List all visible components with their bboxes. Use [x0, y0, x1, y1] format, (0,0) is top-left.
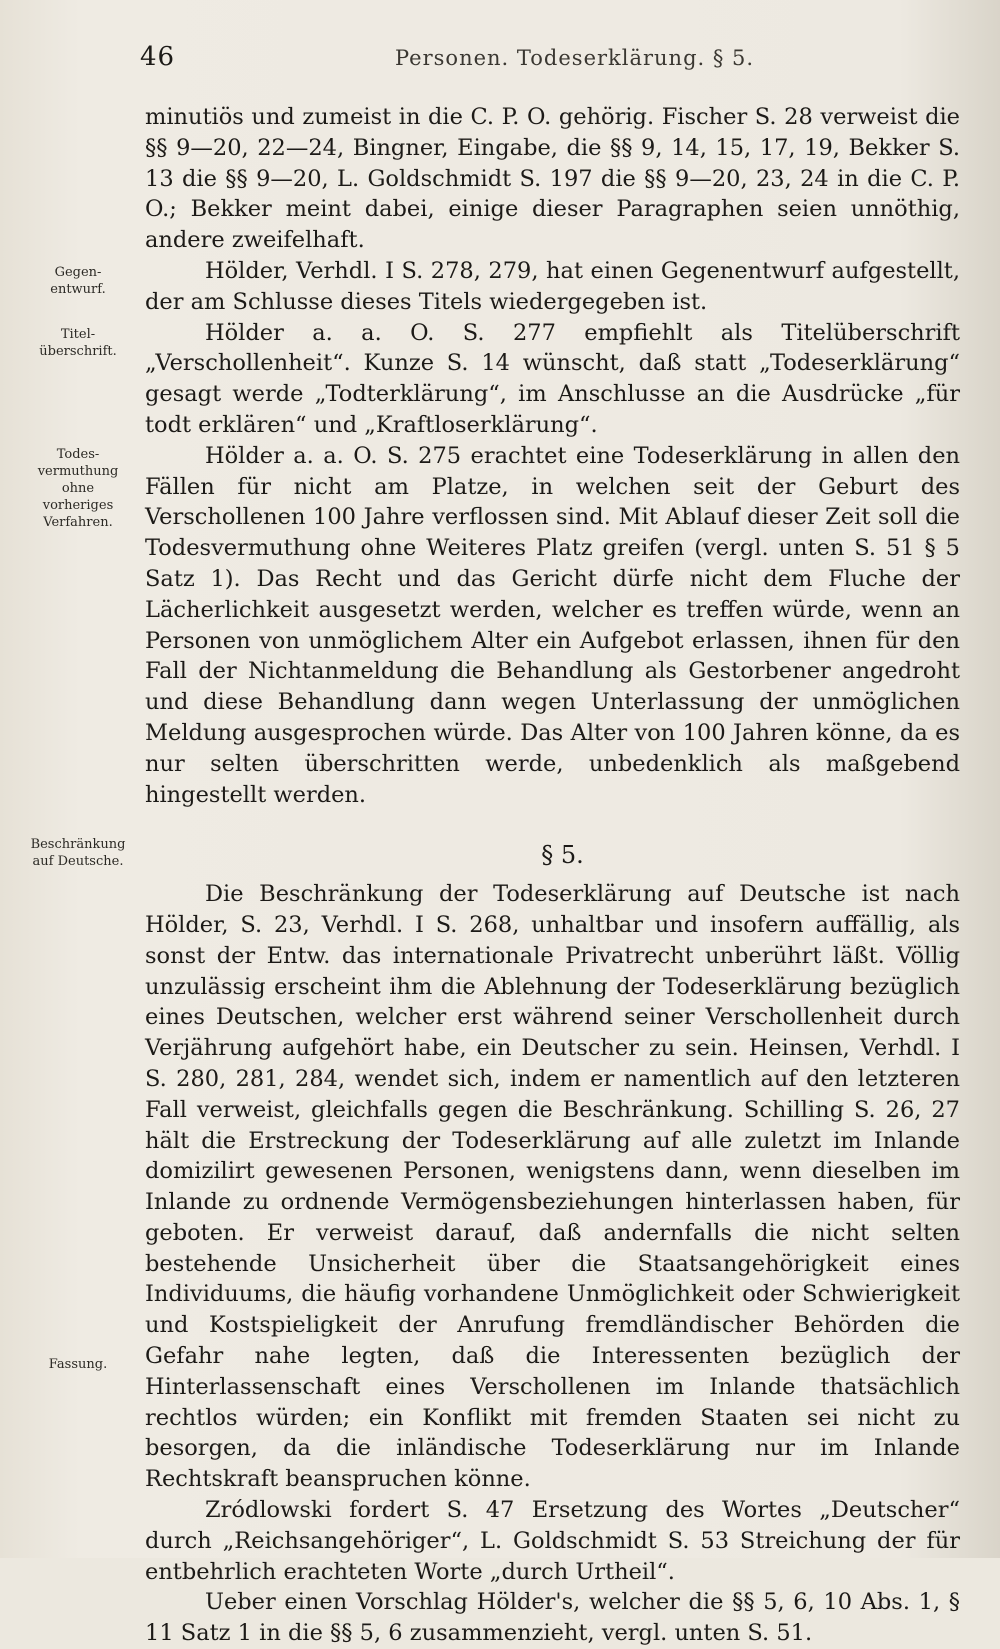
- paragraph-gegenentwurf: Hölder, Verhdl. I S. 278, 279, hat einen Gegenentwurf aufgestellt, der am Schlusse dieses Titels wiedergegeben ist.: [145, 257, 960, 315]
- running-head: Personen. Todeserklärung. § 5.: [395, 46, 755, 70]
- page-number: 46: [140, 42, 176, 72]
- margin-note-todesvermuthung: Todes- vermuthung ohne vorheriges Verfahren.: [37, 447, 119, 530]
- paragraph-continuation: minutiös und zumeist in die C. P. O. gehörig. Fischer S. 28 verweist die §§ 9—20, 22—24, Bingner, Eingabe, die §§ 9, 14, 15, 17, 19, Bekker S. 13 die §§ 9—20, L. Goldschmidt S. 197 die §§ 9—20, 23, 24 in die C. P. O.; Bekker meint dabei, einige dieser Paragraphen seien unnöthig, andere zweifelhaft.: [145, 104, 960, 254]
- margin-note-titelueberschrift: Titel- überschrift.: [39, 327, 117, 359]
- main-text: [145, 102, 960, 1649]
- paragraph-vorschlag: Ueber einen Vorschlag Hölder's, welcher die §§ 5, 6, 10 Abs. 1, § 11 Satz 1 in die §§ 5, 6 zusammenzieht, vergl. unten S. 51.: [145, 1589, 960, 1647]
- margin-note-beschraenkung: Beschränkung auf Deutsche.: [30, 837, 126, 869]
- paragraph-beschraenkung: Die Beschränkung der Todeserklärung auf Deutsche ist nach Hölder, S. 23, Verhdl. I S. 268, unhaltbar und insofern auffällig, als sonst der Entw. das internationale Privatrecht unberührt läßt. Völlig unzulässig erscheint ihm die Ablehnung der Todeserklärung bezüglich eines Deutschen, welcher erst während seiner Verschollenheit durch Verjährung aufgehört habe, ein Deutscher zu sein. Heinsen, Verhdl. I S. 280, 281, 284, wendet sich, indem er namentlich auf den letzteren Fall verweist, gleichfalls gegen die Beschränkung. Schilling S. 26, 27 hält die Erstreckung der Todeserklärung auf alle zuletzt im Inlande domizilirt gewesenen Personen, wenigstens dann, wenn dieselben im Inlande zu ordnende Vermögensbeziehungen hinterlassen haben, für geboten. Er verweist darauf, daß andernfalls die nicht selten bestehende Unsicherheit über die Staatsangehörigkeit eines Individuums, die häufig vorhandene Unmöglichkeit oder Schwierigkeit und Kostspieligkeit der Anrufung fremdländischer Behörden die Gefahr nahe legten, daß die Interessenten bezüglich der Hinterlassenschaft eines Verschollenen im Inlande thatsächlich rechtlos würden; ein Konflikt mit fremden Staaten sei nicht zu besorgen, da die inländische Todeserklärung nur im Inlande Rechtskraft beanspruchen könne.: [145, 881, 960, 1493]
- paragraph-fassung: Zródlowski fordert S. 47 Ersetzung des Wortes „Deutscher“ durch „Reichsangehöriger“, L. Goldschmidt S. 53 Streichung der für entbehrlich erachteten Worte „durch Urtheil“.: [145, 1497, 960, 1585]
- margin-note-fassung: Fassung.: [48, 1357, 108, 1372]
- paragraph-todesvermuthung: Hölder a. a. O. S. 275 erachtet eine Todeserklärung in allen den Fällen für nicht am Platze, in welchen seit der Geburt des Verschollenen 100 Jahre verflossen sind. Mit Ablauf dieser Zeit soll die Todesvermuthung ohne Weiteres Platz greifen (vergl. unten S. 51 § 5 Satz 1). Das Recht und das Gericht dürfe nicht dem Fluche der Lächerlichkeit ausgesetzt werden, welcher es treffen würde, wenn an Personen von unmöglichem Alter ein Aufgebot erlassen, ihnen für den Fall der Nichtanmeldung die Behandlung als Gestorbener angedroht und diese Behandlung dann wegen Unterlassung der unmöglichen Meldung ausgesprochen würde. Das Alter von 100 Jahren könne, da es nur selten überschritten werde, unbedenklich als maßgebend hingestellt werden.: [145, 442, 960, 808]
- paragraph-titelueberschrift: Hölder a. a. O. S. 277 empfiehlt als Titelüberschrift „Verschollenheit“. Kunze S. 14 wünscht, daß statt „Todeserklärung“ gesagt werde „Todterklärung“, im Anschlusse an die Ausdrücke „für todt erklären“ und „Kraftloserklärung“.: [145, 319, 960, 438]
- section-heading: § 5.: [541, 841, 584, 870]
- margin-notes: [0, 0, 140, 1558]
- page-header: [140, 42, 960, 78]
- margin-note-gegenentwurf: Gegen- entwurf.: [50, 265, 106, 297]
